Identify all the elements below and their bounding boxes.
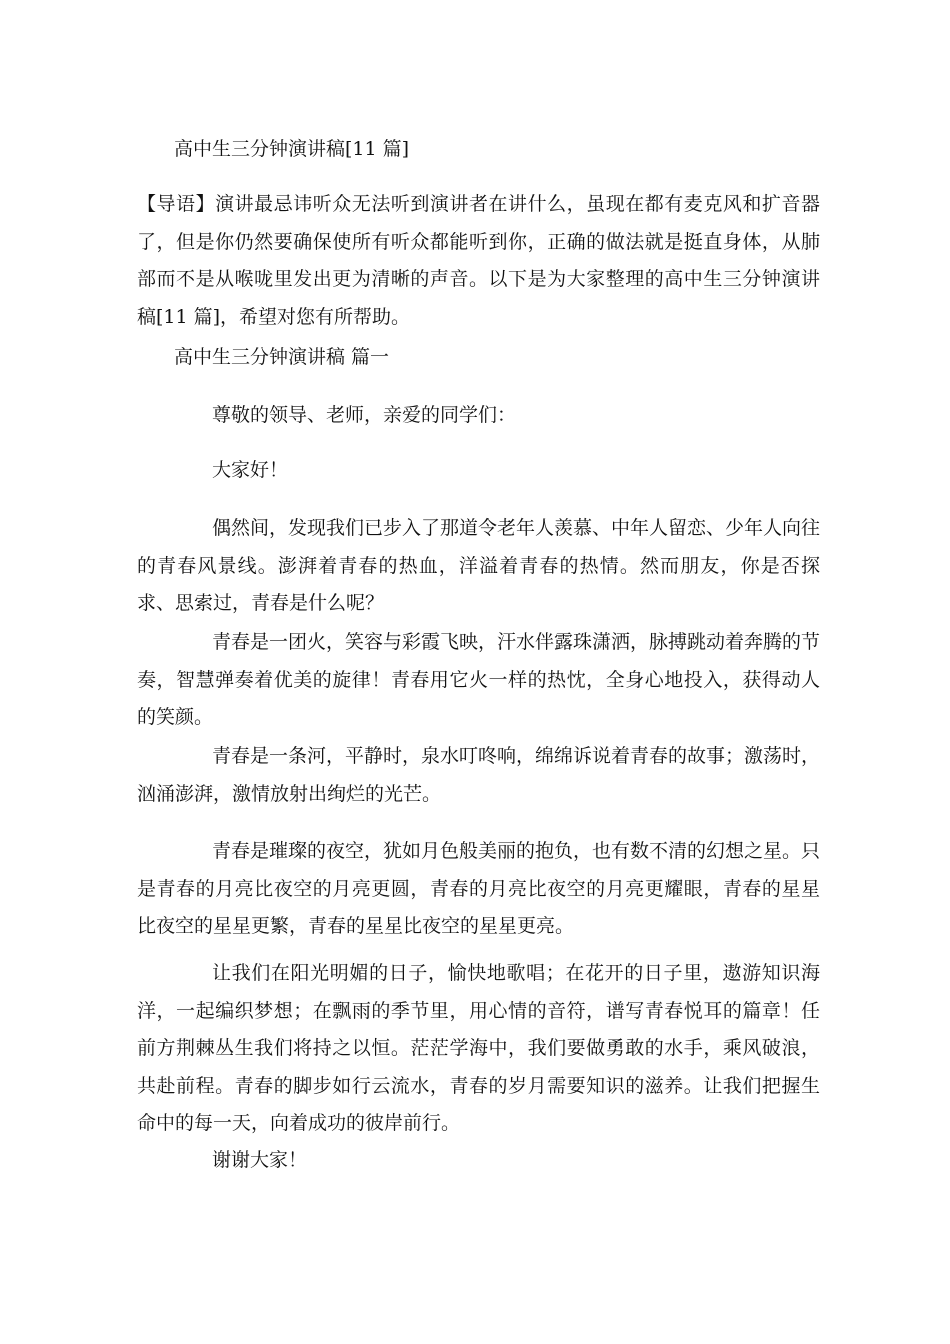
document-title: 高中生三分钟演讲稿[11 篇]	[174, 138, 410, 160]
body-paragraph: 让我们在阳光明媚的日子，愉快地歌唱；在花开的日子里，遨游知识海洋，一起编织梦想；在飘雨的季节里，用心情的音符，谱写青春悦耳的篇章！任前方荆棘丛生我们将持之以恒。茫茫学海中，我们要做勇敢的水手，乘风破浪，共赴前程。青春的脚步如行云流水，青春的岁月需要知识的滋养。让我们把握生命中的每一天，向着成功的彼岸前行。	[137, 962, 820, 1134]
greeting-line: 尊敬的领导、老师，亲爱的同学们：	[212, 404, 517, 426]
section-heading: 高中生三分钟演讲稿 篇一	[174, 346, 390, 368]
body-paragraph: 青春是一团火，笑容与彩霞飞映，汗水伴露珠潇洒，脉搏跳动着奔腾的节奏，智慧弹奏着优美的旋律！青春用它火一样的热忱，全身心地投入，获得动人的笑颜。	[137, 631, 821, 728]
body-paragraph: 青春是璀璨的夜空，犹如月色般美丽的抱负，也有数不清的幻想之星。只是青春的月亮比夜空的月亮更圆，青春的月亮比夜空的月亮更耀眼，青春的星星比夜空的星星更繁，青春的星星比夜空的星星更亮。	[137, 840, 821, 937]
hello-line: 大家好！	[212, 459, 289, 481]
body-paragraph: 青春是一条河，平静时，泉水叮咚响，绵绵诉说着青春的故事；激荡时，汹涌澎湃，激情放射出绚烂的光芒。	[137, 745, 821, 805]
intro-paragraph: 【导语】演讲最忌讳听众无法听到演讲者在讲什么，虽现在都有麦克风和扩音器了，但是你仍然要确保使所有听众都能听到你，正确的做法就是挺直身体，从肺部而不是从喉咙里发出更为清晰的声音。以下是为大家整理的高中生三分钟演讲稿[11 篇]，希望对您有所帮助。	[137, 193, 820, 328]
closing-line: 谢谢大家！	[212, 1149, 308, 1171]
body-paragraph: 偶然间，发现我们已步入了那道令老年人羡慕、中年人留恋、少年人向往的青春风景线。澎湃着青春的热血，洋溢着青春的热情。然而朋友，你是否探求、思索过，青春是什么呢？	[137, 517, 821, 614]
